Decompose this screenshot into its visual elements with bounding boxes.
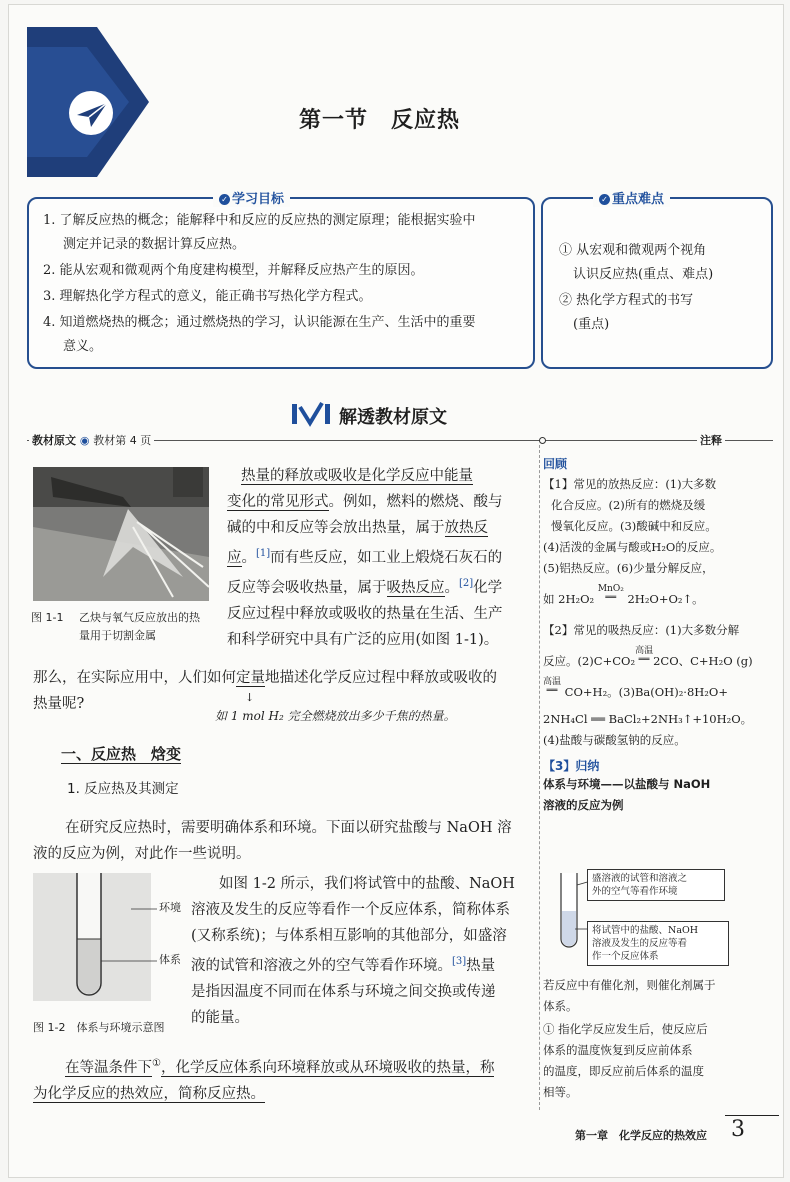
note-4-line-2: 体系的温度恢复到反应前体系 bbox=[543, 1043, 693, 1057]
figure1-caption-line1: 乙炔与氧气反应放出的热 bbox=[79, 611, 200, 624]
section-title: 解透教材原文 bbox=[339, 407, 447, 428]
key-points-box bbox=[541, 192, 773, 369]
key-point-line-4: (重点) bbox=[573, 317, 610, 332]
column-divider bbox=[539, 445, 540, 1110]
figure2-label-sys: 体系 bbox=[159, 953, 181, 966]
key-point-line-1: ① 从宏观和微观两个视角 bbox=[559, 243, 707, 258]
paragraph-1-cont: 那么，在实际应用中，人们如何定量地描述化学反应过程中释放或吸收的 热量呢? bbox=[33, 670, 497, 712]
callout-system: 将试管中的盐酸、NaOH 溶液及发生的反应等看 作一个反应体系 bbox=[587, 921, 729, 966]
handwritten-note: 如 1 mol H₂ 完全燃烧放出多少千焦的热量。 bbox=[215, 709, 456, 723]
note-test-tube-icon bbox=[549, 871, 589, 953]
heading-1-1: 1. 反应热及其测定 bbox=[67, 781, 179, 797]
goal-line-6: 意义。 bbox=[63, 339, 103, 354]
divider-dot bbox=[539, 437, 546, 444]
note-3-after-2: 体系。 bbox=[543, 999, 578, 1013]
footer-chapter: 第一章 化学反应的热效应 bbox=[575, 1129, 707, 1142]
test-tube-figure bbox=[33, 873, 183, 1001]
goal-line-4: 3. 理解热化学方程式的意义，能正确书写热化学方程式。 bbox=[43, 289, 372, 304]
footer-rule bbox=[725, 1115, 779, 1116]
page-number: 3 bbox=[731, 1117, 745, 1142]
textbook-page bbox=[8, 4, 784, 1178]
goal-line-5: 4. 知道燃烧热的概念；通过燃烧热的学习，认识能源在生产、生活中的重要 bbox=[43, 315, 476, 330]
note-2-line-1: 【2】常见的吸热反应：(1)大多数分解 bbox=[543, 623, 740, 637]
check-icon: ✓ bbox=[219, 194, 230, 205]
note-summary-heading: 【3】归纳 bbox=[543, 759, 600, 773]
figure1-caption-line2: 量用于切割金属 bbox=[79, 629, 156, 642]
note-3-after-1: 若反应中有催化剂，则催化剂属于 bbox=[543, 978, 716, 992]
callout-environment: 盛溶液的试管和溶液之 外的空气等看作环境 bbox=[587, 869, 725, 901]
note-1-line-1: 【1】常见的放热反应：(1)大多数 bbox=[543, 477, 717, 491]
notes-column-2 bbox=[543, 975, 775, 1103]
note-2-line-4: 2NH₄Cl ══ BaCl₂+2NH₃↑+10H₂O。 bbox=[543, 712, 753, 726]
heading-1: 一、反应热 焓变 bbox=[61, 745, 182, 763]
figure1-caption-num: 图 1-1 bbox=[31, 611, 64, 624]
figure2-caption: 图 1-2 体系与环境示意图 bbox=[33, 1021, 165, 1034]
paragraph-4: 在等温条件下①，化学反应体系向环境释放或从环境吸收的热量，称 为化学反应的热效应，简称反应热。 bbox=[33, 1058, 495, 1102]
section-badge bbox=[27, 27, 149, 177]
key-point-line-3: ② 热化学方程式的书写 bbox=[559, 293, 694, 308]
note-2-line-5: (4)盐酸与碳酸氢钠的反应。 bbox=[543, 733, 686, 747]
note-3-title-2: 溶液的反应为例 bbox=[543, 798, 624, 812]
check-icon: ✓ bbox=[599, 194, 610, 205]
note-4-line-1: ① 指化学反应发生后，使反应后 bbox=[543, 1022, 708, 1036]
goal-line-3: 2. 能从宏观和微观两个角度建构模型，并解释反应热产生的原因。 bbox=[43, 263, 424, 278]
goal-line-1: 1. 了解反应热的概念；能解释中和反应的反应热的测定原理；能根据实验中 bbox=[43, 213, 476, 228]
key-points-heading: ✓ 重点难点 bbox=[593, 188, 670, 207]
figure2-label-env: 环境 bbox=[159, 901, 181, 914]
key-point-line-2: 认识反应热(重点、难点) bbox=[573, 267, 714, 282]
note-1-line-4: (4)活泼的金属与酸或H₂O的反应。 bbox=[543, 540, 722, 554]
learning-goals-heading: ✓ 学习目标 bbox=[213, 188, 290, 207]
note-1-line-2: 化合反应。(2)所有的燃烧及缓 bbox=[551, 498, 706, 512]
note-1-line-5: (5)铝热反应。(6)少量分解反应， bbox=[543, 561, 714, 575]
note-2-line-3: 高温 ══ CO+H₂。(3)Ba(OH)₂·8H₂O+ bbox=[543, 677, 728, 699]
book-icon bbox=[291, 401, 331, 427]
paragraph-2: 在研究反应热时，需要明确体系和环境。下面以研究盐酸与 NaOH 溶 液的反应为例，对此作一些说明。 bbox=[33, 820, 512, 862]
note-1-line-3: 慢氧化反应。(3)酸碱中和反应。 bbox=[551, 519, 717, 533]
notes-column bbox=[543, 455, 775, 816]
paragraph-3: 如图 1-2 所示，我们将试管中的盐酸、NaOH 溶液及发生的反应等看作一个反应体系，简称体系 (又称系统)；与体系相互影响的其他部分，如盛溶 液的试管和溶液之外的空气等看作环境。[3]热量 是指因温度不同而在体系与环境之间交换或传递 的能量。 bbox=[191, 876, 515, 1026]
note-3-title-1: 体系与环境——以盐酸与 NaOH bbox=[543, 777, 711, 791]
note-2-line-2: 反应。(2)C+CO₂高温 ══ 2CO、C+H₂O (g) bbox=[543, 646, 753, 668]
learning-goals-box bbox=[27, 192, 535, 369]
paragraph-1: 热量的释放或吸收是化学反应中能量 变化的常见形式。例如，燃料的燃烧、酸与 碱的中和反应等会放出热量，属于放热反 应。[1]而有些反应，如工业上煅烧石灰石的 反应等会吸收热量，属于吸热反应。[2]化学 反应过程中释放或吸收的热量在生活、生产 和科学研究中具有广泛的应用(如图 1-1)。 bbox=[227, 468, 503, 648]
goal-line-2: 测定并记录的数据计算反应热。 bbox=[63, 237, 246, 252]
note-4-line-4: 相等。 bbox=[543, 1085, 578, 1099]
arrow-down-icon: ↓ bbox=[245, 691, 255, 704]
source-label: 教材原文 ◉ 教材第 4 页 bbox=[29, 432, 154, 448]
notes-label: 注释 bbox=[697, 432, 725, 448]
note-4-line-3: 的温度，即反应前后体系的温度 bbox=[543, 1064, 704, 1078]
note-review-heading: 回顾 bbox=[543, 457, 568, 471]
note-1-equation: 如 2H₂O₂ MnO₂ ══ 2H₂O+O₂↑。 bbox=[543, 584, 704, 606]
cutting-photo bbox=[33, 467, 209, 601]
page-title: 第一节 反应热 bbox=[299, 108, 461, 133]
